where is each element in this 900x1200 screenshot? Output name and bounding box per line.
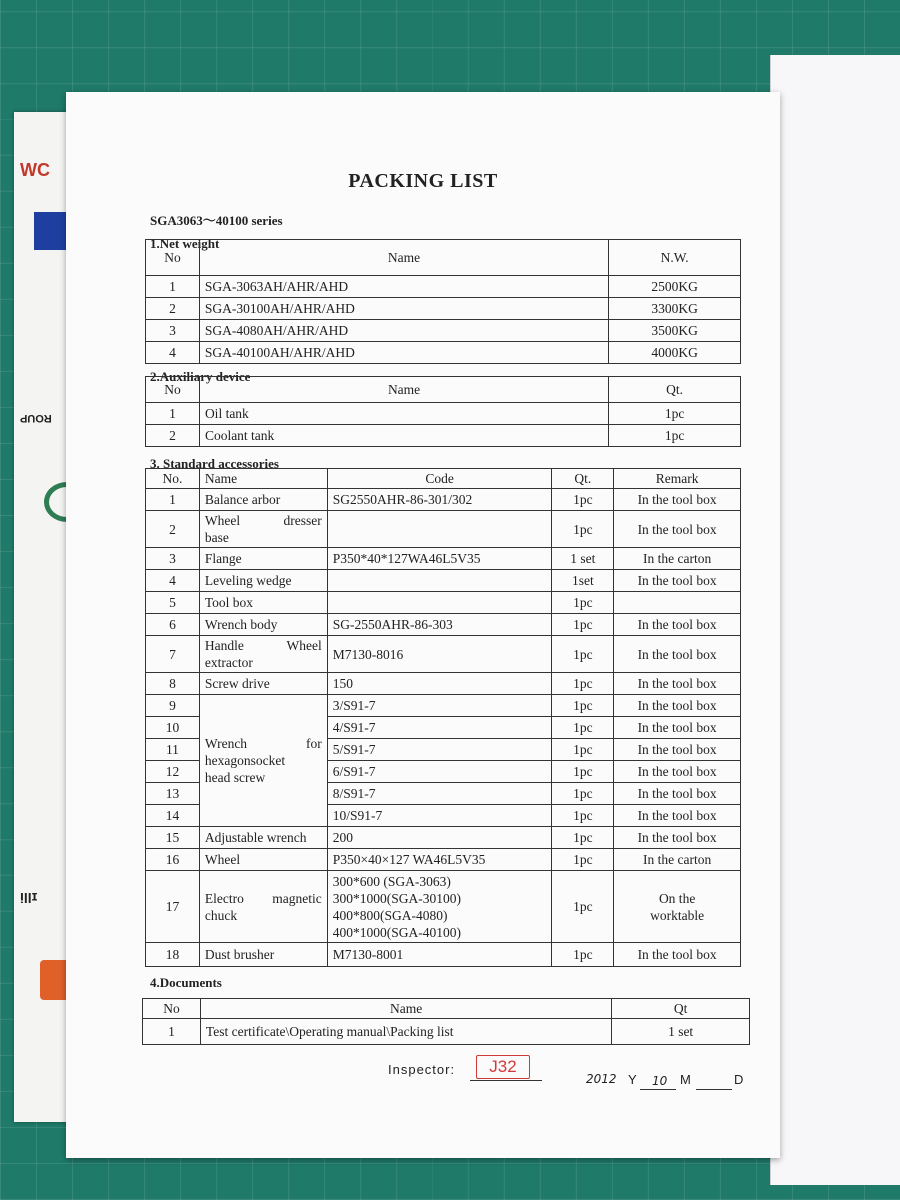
net-weight-value: 3300KG	[609, 298, 741, 320]
month-label: M	[680, 1072, 692, 1087]
accessory-code: P350×40×127 WA46L5V35	[327, 849, 552, 871]
net-weight-value: 3500KG	[609, 320, 741, 342]
accessory-code: 5/S91-7	[327, 739, 552, 761]
accessory-name: Adjustable wrench	[199, 827, 327, 849]
accessory-name: Electro magnetic chuck	[199, 871, 327, 943]
standard-accessories-heading: 3. Standard accessories	[150, 456, 279, 471]
table-row	[146, 943, 741, 967]
model-name: SGA-30100AH/AHR/AHD	[199, 298, 608, 320]
remark: In the tool box	[614, 673, 741, 695]
row-number: 1	[146, 403, 200, 425]
standard-accessories-table	[145, 468, 741, 967]
accessory-name: Flange	[199, 548, 327, 570]
table-header-row	[146, 240, 741, 276]
row-number: 16	[146, 849, 200, 871]
inspector-underline	[470, 1080, 542, 1081]
accessory-name: Screw drive	[199, 673, 327, 695]
remark: In the tool box	[614, 717, 741, 739]
series-label: SGA3063～40100 series	[150, 213, 283, 228]
column-header: Code	[327, 469, 552, 489]
accessory-name: Leveling wedge	[199, 570, 327, 592]
column-header: Name	[199, 377, 608, 403]
quantity: 1pc	[609, 425, 741, 447]
wrench-group-name: Wrench for hexagonsocket head screw	[199, 695, 327, 827]
accessory-code: 10/S91-7	[327, 805, 552, 827]
column-header: No	[146, 377, 200, 403]
accessory-name: Balance arbor	[199, 489, 327, 511]
table-row	[146, 403, 741, 425]
remark	[614, 592, 741, 614]
quantity: 1pc	[552, 871, 614, 943]
net-weight-value: 2500KG	[609, 276, 741, 298]
accessory-name: Wheel dresser base	[199, 511, 327, 548]
documents-heading: 4.Documents	[150, 975, 222, 990]
remark: In the tool box	[614, 614, 741, 636]
remark: In the tool box	[614, 739, 741, 761]
remark: In the tool box	[614, 827, 741, 849]
quantity: 1set	[552, 570, 614, 592]
code-line: 300*600 (SGA-3063)	[332, 873, 451, 889]
quantity: 1pc	[552, 827, 614, 849]
remark: In the tool box	[614, 489, 741, 511]
documents-table	[142, 998, 750, 1045]
accessory-code	[327, 570, 552, 592]
accessory-code: 150	[327, 673, 552, 695]
column-header: Qt.	[552, 469, 614, 489]
net-weight-table	[145, 239, 741, 364]
remark: In the tool box	[614, 943, 741, 967]
row-number: 4	[146, 342, 200, 364]
document-name: Test certificate\Operating manual\Packing list	[200, 1019, 611, 1045]
row-number: 13	[146, 783, 200, 805]
remark: In the carton	[614, 548, 741, 570]
accessory-name: Tool box	[199, 592, 327, 614]
row-number: 3	[146, 548, 200, 570]
remark: In the tool box	[614, 805, 741, 827]
quantity: 1pc	[552, 673, 614, 695]
quantity: 1pc	[552, 636, 614, 673]
column-header: No.	[146, 469, 200, 489]
net-weight-value: 4000KG	[609, 342, 741, 364]
packing-list-page	[66, 92, 780, 1158]
table-row	[146, 636, 741, 673]
quantity: 1pc	[552, 511, 614, 548]
column-header: No	[143, 999, 201, 1019]
row-number: 6	[146, 614, 200, 636]
accessory-code	[327, 592, 552, 614]
quantity: 1 set	[612, 1019, 750, 1045]
background-logo-text-2: ɪlli	[20, 890, 38, 906]
row-number: 2	[146, 511, 200, 548]
column-header: Name	[200, 999, 611, 1019]
table-row	[146, 673, 741, 695]
table-row	[146, 570, 741, 592]
quantity: 1 set	[552, 548, 614, 570]
table-header-row	[146, 469, 741, 489]
quantity: 1pc	[552, 739, 614, 761]
quantity: 1pc	[552, 849, 614, 871]
row-number: 14	[146, 805, 200, 827]
remark: In the tool box	[614, 636, 741, 673]
quantity: 1pc	[552, 695, 614, 717]
code-line: 400*800(SGA-4080)	[332, 907, 448, 923]
accessory-code: 8/S91-7	[327, 783, 552, 805]
row-number: 15	[146, 827, 200, 849]
month-underline	[640, 1089, 676, 1090]
row-number: 8	[146, 673, 200, 695]
accessory-code: M7130-8016	[327, 636, 552, 673]
quantity: 1pc	[552, 592, 614, 614]
remark: On the worktable	[614, 871, 741, 943]
model-name: SGA-3063AH/AHR/AHD	[199, 276, 608, 298]
accessory-code: 6/S91-7	[327, 761, 552, 783]
code-line: 300*1000(SGA-30100)	[332, 890, 461, 906]
remark: In the tool box	[614, 570, 741, 592]
day-label: D	[734, 1072, 745, 1087]
column-header: Name	[199, 469, 327, 489]
table-header-row	[146, 377, 741, 403]
day-underline	[696, 1089, 732, 1090]
accessory-code: 4/S91-7	[327, 717, 552, 739]
accessory-code: M7130-8001	[327, 943, 552, 967]
row-number: 11	[146, 739, 200, 761]
accessory-name: Wrench body	[199, 614, 327, 636]
remark: In the carton	[614, 849, 741, 871]
column-header: No	[146, 240, 200, 276]
device-name: Oil tank	[199, 403, 608, 425]
column-header: Qt	[612, 999, 750, 1019]
accessory-code: SG2550AHR-86-301/302	[327, 489, 552, 511]
row-number: 9	[146, 695, 200, 717]
accessory-code	[327, 871, 552, 943]
table-row	[146, 425, 741, 447]
table-row	[143, 1019, 750, 1045]
accessory-name: Dust brusher	[199, 943, 327, 967]
auxiliary-device-heading: 2.Auxiliary device	[150, 369, 251, 384]
accessory-code: 200	[327, 827, 552, 849]
accessory-code: SG-2550AHR-86-303	[327, 614, 552, 636]
table-row	[146, 548, 741, 570]
quantity: 1pc	[552, 614, 614, 636]
column-header: Name	[199, 240, 608, 276]
quantity: 1pc	[552, 761, 614, 783]
accessory-name: Handle Wheel extractor	[199, 636, 327, 673]
device-name: Coolant tank	[199, 425, 608, 447]
table-row	[146, 511, 741, 548]
quantity: 1pc	[552, 805, 614, 827]
remark: In the tool box	[614, 783, 741, 805]
column-header: Remark	[614, 469, 741, 489]
table-row	[146, 276, 741, 298]
table-row	[146, 592, 741, 614]
background-rotated-text: ROUP	[20, 412, 52, 424]
auxiliary-device-table	[145, 376, 741, 447]
remark: In the tool box	[614, 511, 741, 548]
accessory-code: P350*40*127WA46L5V35	[327, 548, 552, 570]
row-number: 1	[143, 1019, 201, 1045]
table-header-row	[143, 999, 750, 1019]
quantity: 1pc	[552, 717, 614, 739]
row-number: 3	[146, 320, 200, 342]
row-number: 5	[146, 592, 200, 614]
accessory-code: 3/S91-7	[327, 695, 552, 717]
table-row	[146, 320, 741, 342]
remark: In the tool box	[614, 761, 741, 783]
accessory-code	[327, 511, 552, 548]
net-weight-heading: 1.Net weight	[150, 236, 220, 251]
inspector-stamp: J32	[476, 1055, 530, 1079]
page-title: PACKING LIST	[348, 170, 498, 192]
date-month: 10	[652, 1074, 668, 1088]
column-header: Qt.	[609, 377, 741, 403]
quantity: 1pc	[552, 783, 614, 805]
row-number: 2	[146, 425, 200, 447]
remark: In the tool box	[614, 695, 741, 717]
row-number: 4	[146, 570, 200, 592]
row-number: 18	[146, 943, 200, 967]
quantity: 1pc	[552, 943, 614, 967]
table-row	[146, 827, 741, 849]
quantity: 1pc	[609, 403, 741, 425]
model-name: SGA-4080AH/AHR/AHD	[199, 320, 608, 342]
column-header: N.W.	[609, 240, 741, 276]
row-number: 1	[146, 489, 200, 511]
table-row	[146, 849, 741, 871]
row-number: 2	[146, 298, 200, 320]
table-row	[146, 614, 741, 636]
table-row	[146, 298, 741, 320]
table-row	[146, 695, 741, 717]
row-number: 10	[146, 717, 200, 739]
background-logo-text: WC	[20, 160, 50, 180]
model-name: SGA-40100AH/AHR/AHD	[199, 342, 608, 364]
quantity: 1pc	[552, 489, 614, 511]
year-label: Y	[628, 1072, 638, 1087]
row-number: 17	[146, 871, 200, 943]
code-line: 400*1000(SGA-40100)	[332, 924, 461, 940]
accessory-name: Wheel	[199, 849, 327, 871]
row-number: 1	[146, 276, 200, 298]
row-number: 12	[146, 761, 200, 783]
table-row	[146, 489, 741, 511]
date-year: 2012	[586, 1072, 617, 1086]
facing-page	[770, 55, 900, 1185]
inspector-label: Inspector:	[388, 1062, 456, 1077]
row-number: 7	[146, 636, 200, 673]
table-row	[146, 871, 741, 943]
table-row	[146, 342, 741, 364]
